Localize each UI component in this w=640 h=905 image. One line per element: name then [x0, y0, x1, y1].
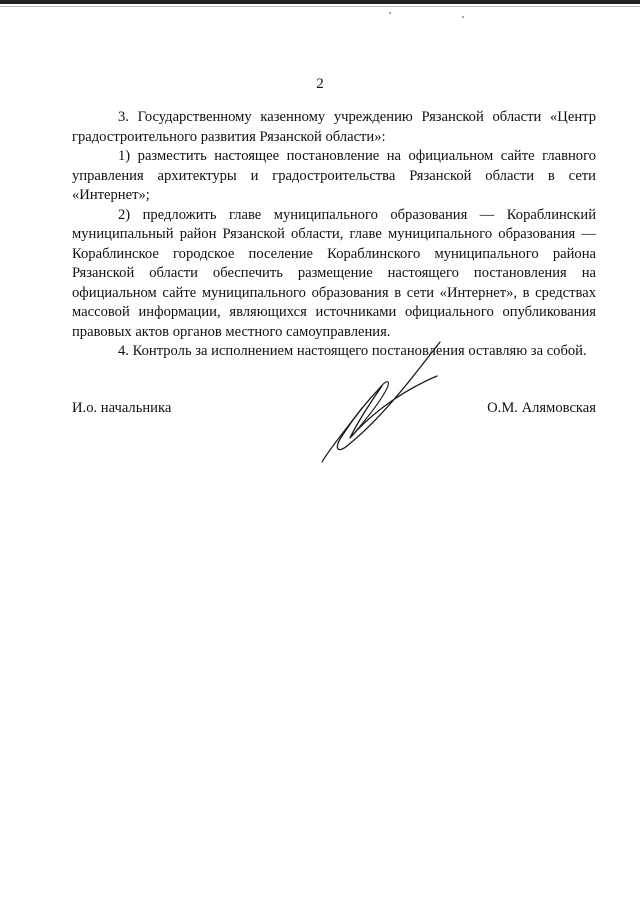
paragraph-3: 3. Государственному казенному учреждению Рязанской области «Центр градостроительного развития Рязанской области»: — [72, 109, 596, 145]
paragraph-3-2: 2) предложить главе муниципального образования — Кораблинский муниципальный район Рязанской области, главе муниципального образования — Кораблинское городское поселение Кораблинского муниципального района Рязанской области обеспечить размещение настоящего постановления на официальном сайте муниципального образования в сети «Интернет», в средствах массовой информации, являющихся источниками официального опубликования правовых актов органов местного самоуправления. — [72, 206, 596, 340]
scan-border-artifact — [0, 6, 640, 7]
page-number: 2 — [316, 76, 324, 92]
scan-border-top — [0, 0, 640, 4]
document-body — [72, 108, 596, 362]
paragraph-4: 4. Контроль за исполнением настоящего постановления оставляю за собой. — [118, 343, 587, 359]
paragraph-3-1: 1) разместить настоящее постановление на официальном сайте главного управления архитектуры и градостроительства Рязанской области в сети «Интернет»; — [72, 148, 596, 203]
signatory-name: О.М. Алямовская — [487, 400, 596, 416]
scan-speck — [462, 16, 464, 18]
signatory-position: И.о. начальника — [72, 400, 172, 416]
scan-speck — [389, 12, 391, 14]
handwritten-signature — [312, 338, 447, 468]
